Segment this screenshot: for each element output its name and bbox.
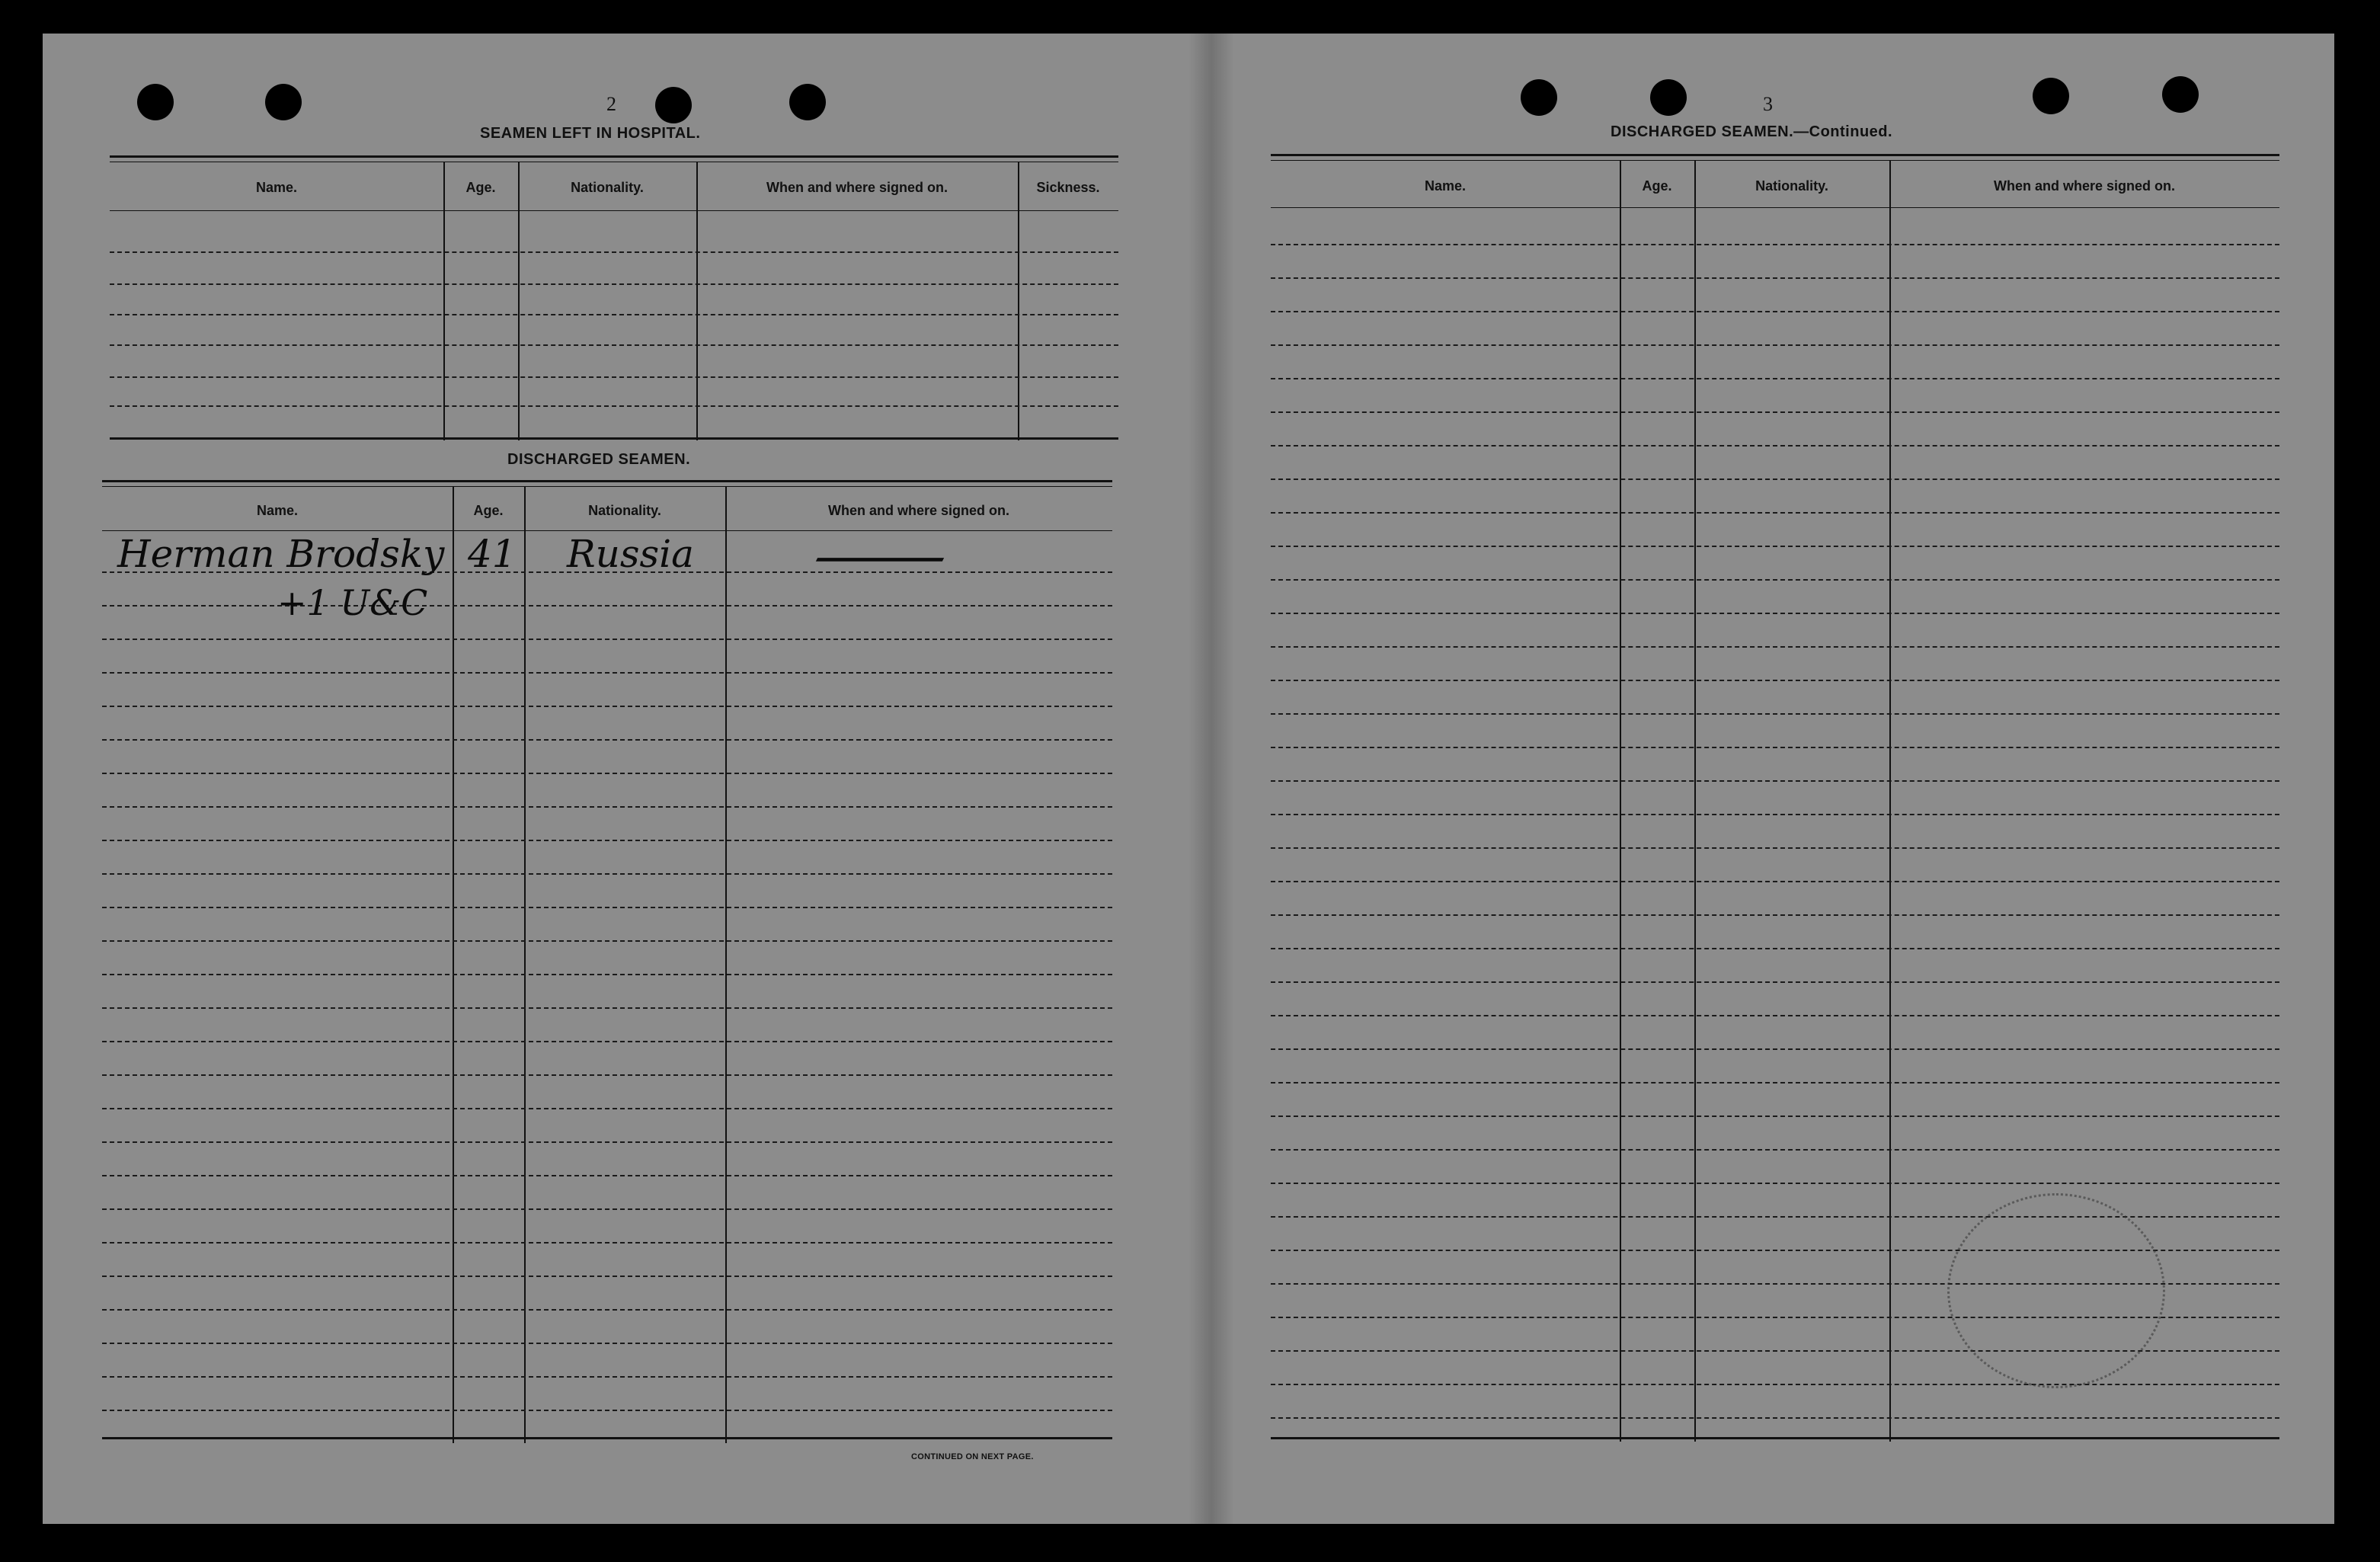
column-header-name: Name. — [256, 503, 299, 518]
column-header-nationality: Nationality. — [1755, 178, 1828, 194]
column-header-nationality: Nationality. — [571, 180, 644, 195]
right-section-title — [1611, 123, 1892, 141]
punch-hole — [655, 87, 692, 123]
discharged-section-title: DISCHARGED SEAMEN. — [507, 451, 691, 468]
document-paper — [43, 34, 2334, 1524]
column-header-age: Age. — [465, 180, 496, 195]
entry-name: Herman Brodsky — [117, 532, 445, 576]
punch-hole — [1650, 79, 1687, 116]
column-header-signed-on: When and where signed on. — [1993, 178, 2176, 194]
continued-footer: CONTINUED ON NEXT PAGE. — [911, 1452, 1034, 1461]
column-header-name: Name. — [255, 180, 298, 195]
right-section-title-suffix: —Continued. — [1793, 123, 1893, 140]
punch-hole — [137, 84, 174, 120]
discharged-table — [102, 480, 1112, 1443]
page-fold — [1188, 34, 1234, 1524]
entry-age: 41 — [468, 532, 517, 576]
page-number-left: 2 — [606, 93, 616, 115]
punch-hole — [2033, 78, 2069, 114]
entry-annotation: +1 U&C — [277, 582, 428, 623]
entry-signed-on-dash: — — [811, 524, 949, 587]
column-header-name: Name. — [1424, 178, 1467, 194]
column-header-nationality: Nationality. — [588, 503, 661, 518]
punch-hole — [2162, 76, 2199, 113]
page-number-right: 3 — [1763, 93, 1773, 115]
punch-hole — [789, 84, 826, 120]
hospital-section-title: SEAMEN LEFT IN HOSPITAL. — [480, 125, 701, 142]
column-header-signed-on: When and where signed on. — [766, 180, 948, 195]
column-header-signed-on: When and where signed on. — [827, 503, 1010, 518]
column-header-sickness: Sickness. — [1036, 180, 1100, 195]
column-header-age: Age. — [473, 503, 504, 518]
punch-hole — [265, 84, 302, 120]
entry-nationality: Russia — [567, 532, 694, 576]
punch-hole — [1521, 79, 1557, 116]
hospital-table — [110, 155, 1118, 440]
column-header-age: Age. — [1642, 178, 1672, 194]
right-section-title-main: DISCHARGED SEAMEN. — [1611, 123, 1794, 140]
postmark-stamp — [1947, 1193, 2165, 1388]
